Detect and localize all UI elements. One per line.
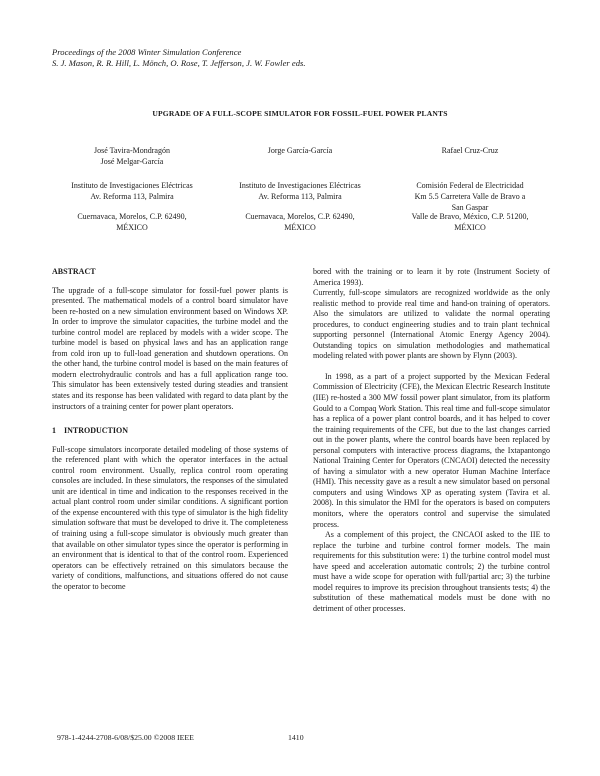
affiliation-line: Av. Reforma 113, Palmira <box>90 192 174 201</box>
paper-title: UPGRADE OF A FULL-SCOPE SIMULATOR FOR FOSSIL-FUEL POWER PLANTS <box>152 109 448 118</box>
intro-paragraph-3: In 1998, as a part of a project supported by the Mexican Federal Commission of Electricity (CFE), the Mexican Electric Research Institute (IIE) re-hosted a 300 MW fossil power plant simulator, from its platform Gould to a Compaq Work Station. This real time and full-scope simulator has a replica of a power plant control boards, and it has helped to cover the training requirements of the CFE, but due to the last changes carried out in the power plants, where the control boards have been replaced by personal computers with interactive process diagrams, the Ixtapantongo National Training Center for Operators (CNCAOI) detected the necessity of having a simulator with a new operator Human Machine Interface (HMI). This necessity gave as a result a new simulator based on personal computers and using Windows XP as operating system (Tavira et al. 2008). In this simulator the HMI for the operators is based on computers monitors, where the operators control and supervise the simulated process. <box>313 371 550 529</box>
proceedings-header <box>52 47 552 69</box>
author-name: José Melgar-García <box>100 157 164 166</box>
address-line: MÉXICO <box>284 223 316 232</box>
intro-paragraph-4: As a complement of this project, the CNCAOI asked to the IIE to replace the turbine and turbine control former models. The main requirements for this substitution were: 1) the turbine control model must have speed and acceleration automatic controls; 2) the turbine control must have a wide scope for operation with full/partial arc; 3) the turbine model requires to improve its precision throughout transients tests; 4) the substitution of these mathematical models must be done with no detriment of other processes. <box>313 530 550 613</box>
author-address-1 <box>52 211 212 233</box>
address-line: Cuernavaca, Morelos, C.P. 62490, <box>77 212 187 221</box>
proceedings-editors: S. J. Mason, R. R. Hill, L. Mönch, O. Rose, T. Jefferson, J. W. Fowler eds. <box>52 58 306 68</box>
copyright-footer: 978-1-4244-2708-6/08/$25.00 ©2008 IEEE <box>57 733 194 742</box>
abstract-heading: ABSTRACT <box>52 267 96 276</box>
abstract-paragraph: The upgrade of a full-scope simulator for fossil-fuel power plants is presented. The mathematical models of a control board simulator have been re-hosted on a new simulation environment based on Windows XP. In order to improve the simulator capacities, the turbine model and the turbine control model are replaced by models with a wider scope. The turbine model is based on physical laws and has an application range from cold iron up to full-load generation and shutdown operations. On the other hand, the turbine control model is based on the main features of modern electrohydraulic controls and has a full application range too. This simulator has been extensively tested during steadies and transient states and its response has been validated with regard to data plant by the instructors of a training center for power plant operators. <box>52 285 288 411</box>
introduction-heading: 1 INTRODUCTION <box>52 426 129 436</box>
author-affiliation-3 <box>390 180 550 213</box>
intro-paragraph-1-continued: bored with the training or to learn it by rote (Instrument Society of America 1993). <box>313 267 550 287</box>
author-affiliation-1 <box>52 180 212 202</box>
affiliation-line: Comisión Federal de Electricidad <box>416 181 524 190</box>
intro-paragraph-2: Currently, full-scope simulators are recognized worldwide as the only realistic method to provide real time and hand-on training of operators. Also the simulators are utilized to validate the normal operating procedures, to conduct engineering studies and to train plant technical supporting personnel (International Atomic Energy Agency 2004). Outstanding topics on simulation methodologies and mathematical modeling related with power plants are shown by Flynn (2003). <box>313 288 550 361</box>
address-line: Valle de Bravo, México, C.P. 51200, <box>411 212 529 221</box>
author-name: Jorge García-García <box>267 146 333 155</box>
address-line: MÉXICO <box>116 223 148 232</box>
address-line: MÉXICO <box>454 223 486 232</box>
author-address-2 <box>218 211 382 233</box>
affiliation-line: San Gaspar <box>451 203 489 212</box>
affiliation-line: Av. Reforma 113, Palmira <box>258 192 342 201</box>
affiliation-line: Km 5.5 Carretera Valle de Bravo a <box>414 192 526 201</box>
affiliation-line: Instituto de Investigaciones Eléctricas <box>239 181 361 190</box>
intro-paragraph-1: Full-scope simulators incorporate detailed modeling of those systems of the referenced plant with which the operator interfaces in the actual control room environment. Usually, replica control room operating consoles are included. In these simulators, the responses of the simulated unit are identical in time and indication to the responses received in the actual plant control room under similar conditions. A significant portion of the expense encountered with this type of simulator is the high fidelity simulation software that must be developed to drive it. The completeness of training using a full-scope simulator is obviously much greater than that available on other simulator types since the operator is performing in an environment that is identical to that of the control room. Experienced operators can be effectively retrained on this simulators because the variety of conditions, malfunctions, and situations offered do not cause the operator to become <box>52 444 288 591</box>
author-address-3 <box>390 211 550 233</box>
proceedings-title: Proceedings of the 2008 Winter Simulation Conference <box>52 47 242 57</box>
author-name: Rafael Cruz-Cruz <box>441 146 499 155</box>
author-names-1 <box>52 145 212 167</box>
right-column <box>313 267 550 615</box>
author-name: José Tavira-Mondragón <box>94 146 170 155</box>
abstract-body <box>52 286 288 413</box>
affiliation-line: Instituto de Investigaciones Eléctricas <box>71 181 193 190</box>
author-affiliation-2 <box>218 180 382 202</box>
author-names-2 <box>218 145 382 156</box>
intro-body-right <box>313 267 550 615</box>
page-number: 1410 <box>288 733 304 742</box>
left-column <box>52 267 288 592</box>
address-line: Cuernavaca, Morelos, C.P. 62490, <box>245 212 355 221</box>
intro-body-left <box>52 445 288 593</box>
author-names-3 <box>390 145 550 156</box>
